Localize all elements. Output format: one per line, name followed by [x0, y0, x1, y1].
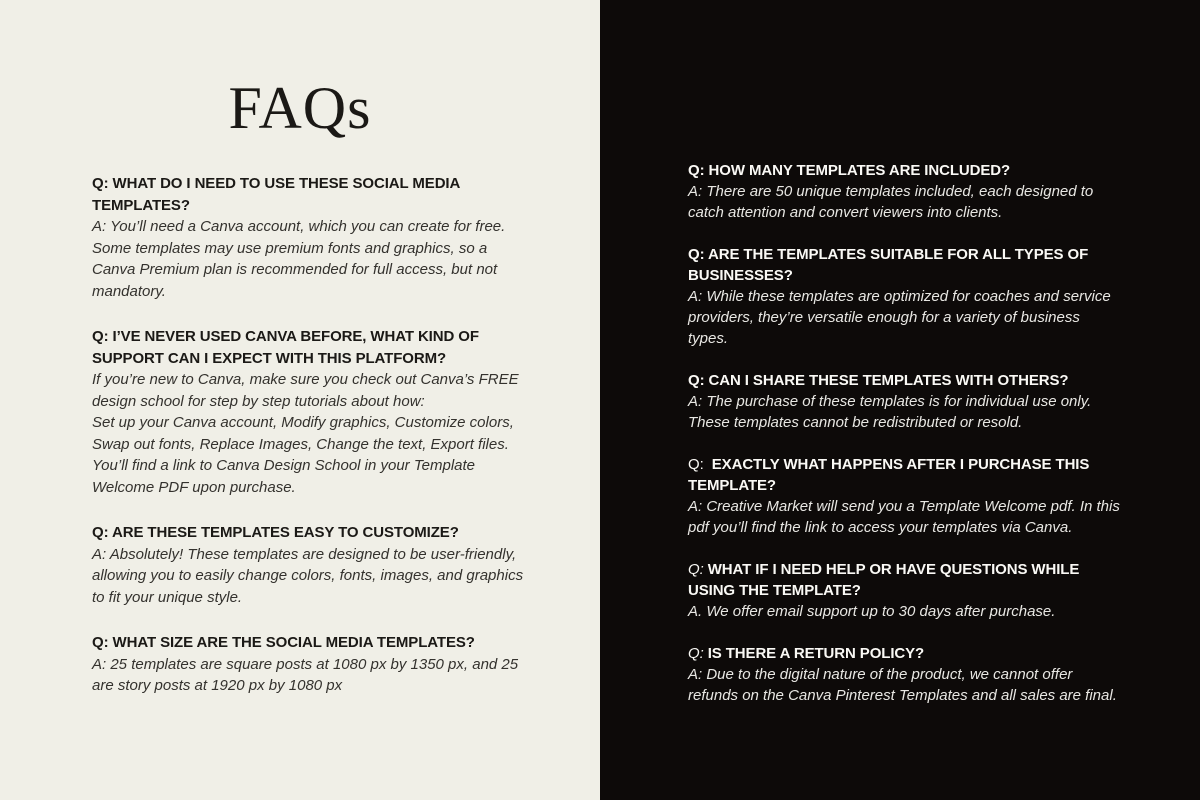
answer-line: A: Due to the digital nature of the product, we cannot offer — [688, 666, 1073, 683]
faq-item — [92, 173, 580, 302]
question-line: USING THE TEMPLATE? — [688, 582, 861, 599]
answer-line: A: The purchase of these templates is for individual use only. — [688, 393, 1092, 410]
question-prefix: Q: — [688, 561, 704, 578]
answer-line: A: Absolutely! These templates are designed to be user-friendly, — [92, 545, 517, 563]
faq-question — [92, 522, 580, 544]
answer-line: Welcome PDF upon purchase. — [92, 478, 296, 496]
faq-list-left — [92, 173, 580, 697]
question-line: Q: EXACTLY WHAT HAPPENS AFTER I PURCHASE THIS — [688, 456, 1090, 473]
faq-question — [92, 173, 580, 216]
question-prefix: Q: — [688, 645, 704, 662]
answer-line: Some templates may use premium fonts and graphics, so a — [92, 239, 488, 257]
faq-answer — [92, 369, 580, 498]
faq-answer — [688, 496, 1180, 538]
answer-line: You’ll find a link to Canva Design School in your Template — [92, 457, 475, 474]
question-line: SUPPORT CAN I EXPECT WITH THIS PLATFORM? — [92, 349, 447, 367]
answer-line: If you’re new to Canva, make sure you check out Canva’s FREE — [92, 371, 519, 388]
question-line: Q: ARE THESE TEMPLATES EASY TO CUSTOMIZE? — [92, 524, 459, 541]
question-line: Q: HOW MANY TEMPLATES ARE INCLUDED? — [688, 162, 1011, 179]
faq-item — [688, 454, 1180, 538]
answer-line: These templates cannot be redistributed or resold. — [688, 414, 1023, 431]
question-line: Q: IS THERE A RETURN POLICY? — [688, 645, 925, 662]
faq-question — [688, 643, 1180, 664]
faq-answer — [688, 181, 1180, 223]
faq-item — [688, 370, 1180, 433]
faq-question — [688, 370, 1180, 391]
answer-line: Canva Premium plan is recommended for full access, but not — [92, 261, 498, 278]
answer-line: catch attention and convert viewers into clients. — [688, 204, 1003, 221]
question-line: Q: WHAT IF I NEED HELP OR HAVE QUESTIONS WHILE — [688, 561, 1080, 578]
answer-line: providers, they’re versatile enough for a variety of business — [688, 309, 1080, 326]
answer-line: types. — [688, 330, 729, 347]
faq-item — [688, 244, 1180, 349]
answer-line: allowing you to easily change colors, fonts, images, and graphics — [92, 567, 524, 584]
question-line: TEMPLATE? — [688, 477, 776, 494]
faq-answer — [92, 544, 580, 609]
faq-question — [92, 632, 580, 654]
question-line: TEMPLATES? — [92, 196, 190, 214]
faq-answer — [92, 216, 580, 302]
answer-line: Set up your Canva account, Modify graphics, Customize colors, — [92, 414, 514, 431]
faq-item — [92, 632, 580, 697]
question-line: Q: ARE THE TEMPLATES SUITABLE FOR ALL TYPES OF — [688, 246, 1089, 263]
answer-line: refunds on the Canva Pinterest Templates and all sales are final. — [688, 687, 1117, 704]
faq-list-right — [688, 160, 1180, 706]
page-title: FAQs — [228, 75, 372, 141]
faq-item — [688, 559, 1180, 622]
faq-question — [92, 326, 580, 369]
faq-answer — [688, 601, 1180, 622]
answer-line: A: Creative Market will send you a Template Welcome pdf. In this — [688, 498, 1120, 515]
question-line: Q: I’VE NEVER USED CANVA BEFORE, WHAT KIND OF — [92, 328, 479, 345]
answer-line: Swap out fonts, Replace Images, Change the text, Export files. — [92, 435, 509, 453]
question-line: Q: CAN I SHARE THESE TEMPLATES WITH OTHERS? — [688, 372, 1069, 389]
faq-item — [92, 522, 580, 608]
faq-question — [688, 244, 1180, 286]
faq-item — [688, 160, 1180, 223]
faq-question — [688, 160, 1180, 181]
right-panel — [600, 0, 1200, 800]
answer-line: mandatory. — [92, 282, 166, 300]
question-line: Q: WHAT DO I NEED TO USE THESE SOCIAL MEDIA — [92, 175, 461, 192]
faq-answer — [92, 654, 580, 697]
faq-item — [92, 326, 580, 498]
answer-line: are story posts at 1920 px by 1080 px — [92, 677, 343, 694]
answer-line: pdf you’ll find the link to access your templates via Canva. — [688, 519, 1073, 536]
faq-answer — [688, 286, 1180, 349]
question-line: Q: WHAT SIZE ARE THE SOCIAL MEDIA TEMPLATES? — [92, 634, 475, 651]
answer-line: A: While these templates are optimized for coaches and service — [688, 288, 1111, 305]
answer-line: A: 25 templates are square posts at 1080 px by 1350 px, and 25 — [92, 655, 519, 673]
faq-answer — [688, 391, 1180, 433]
answer-line: A: There are 50 unique templates included, each designed to — [688, 183, 1094, 200]
faq-item — [688, 643, 1180, 706]
faq-question — [688, 454, 1180, 496]
answer-line: to fit your unique style. — [92, 588, 243, 606]
question-line: BUSINESSES? — [688, 267, 793, 284]
answer-line: A. We offer email support up to 30 days after purchase. — [688, 603, 1056, 620]
faq-answer — [688, 664, 1180, 706]
answer-line: design school for step by step tutorials about how: — [92, 392, 425, 410]
answer-line: A: You’ll need a Canva account, which you can create for free. — [92, 218, 506, 235]
question-prefix: Q: — [688, 456, 704, 473]
faq-question — [688, 559, 1180, 601]
